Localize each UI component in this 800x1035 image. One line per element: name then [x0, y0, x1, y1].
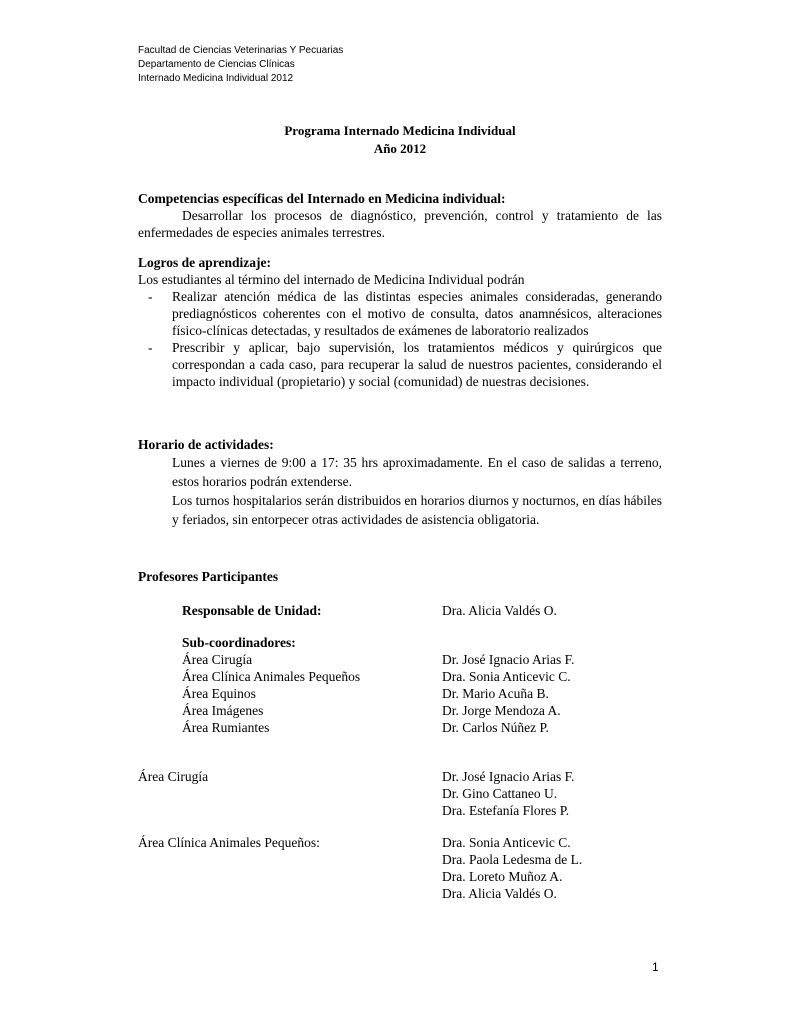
profesores-heading: Profesores Participantes	[138, 569, 279, 584]
professor-name: Dra. Alicia Valdés O.	[442, 886, 557, 901]
subcoord-name: Dr. Carlos Núñez P.	[442, 720, 549, 735]
subcoord-area: Área Cirugía	[182, 652, 253, 667]
professor-name: Dr. Gino Cattaneo U.	[442, 786, 558, 801]
section-logros	[138, 254, 662, 390]
subcoord-name: Dr. José Ignacio Arias F.	[442, 652, 575, 667]
list-item-text: Prescribir y aplicar, bajo supervisión, los tratamientos médicos y quirúrgicos que correspondan a cada caso, para recuperar la salud de nuestros pacientes, considerando el impacto individual (propietario) y social (comunidad) de nuestras decisiones.	[172, 340, 662, 389]
subcoord-name: Dra. Sonia Anticevic C.	[442, 669, 571, 684]
document-header	[138, 44, 343, 86]
title-line-2: Año 2012	[373, 141, 427, 156]
subcoord-heading: Sub-coordinadores:	[182, 635, 296, 650]
professor-name: Dra. Paola Ledesma de L.	[442, 852, 583, 867]
competencias-text: Desarrollar los procesos de diagnóstico, prevención, control y tratamiento de las enfermedades de especies animales terrestres.	[138, 208, 662, 240]
horario-heading: Horario de actividades:	[138, 437, 274, 452]
logros-heading: Logros de aprendizaje:	[138, 255, 271, 270]
section-horario	[138, 436, 662, 529]
section-competencias	[138, 190, 662, 241]
page-number: 1	[652, 960, 659, 974]
professor-name: Dra. Sonia Anticevic C.	[442, 835, 571, 850]
subcoord-name: Dr. Mario Acuña B.	[442, 686, 549, 701]
area-clinica-names	[442, 834, 582, 902]
professor-name: Dra. Loreto Muñoz A.	[442, 869, 563, 884]
horario-paragraph-1: Lunes a viernes de 9:00 a 17: 35 hrs aproximadamente. En el caso de salidas a terreno, estos horarios podrán extenderse.	[172, 455, 662, 489]
area-clinica-label: Área Clínica Animales Pequeños:	[138, 835, 320, 850]
logros-intro: Los estudiantes al término del internado de Medicina Individual podrán	[138, 272, 525, 287]
responsable-name: Dra. Alicia Valdés O.	[442, 603, 557, 618]
title-line-1: Programa Internado Medicina Individual	[284, 123, 516, 138]
responsable-label: Responsable de Unidad:	[182, 603, 322, 618]
header-department: Departamento de Ciencias Clínicas	[138, 59, 295, 70]
subcoord-area: Área Rumiantes	[182, 720, 270, 735]
header-faculty: Facultad de Ciencias Veterinarias Y Pecuarias	[138, 45, 344, 56]
list-item	[138, 288, 662, 339]
professor-name: Dr. José Ignacio Arias F.	[442, 769, 575, 784]
subcoord-area: Área Equinos	[182, 686, 256, 701]
list-item	[138, 339, 662, 390]
list-item-text: Realizar atención médica de las distintas especies animales consideradas, generando prediagnósticos coherentes con el motivo de consulta, datos anamnésicos, alteraciones físico-clínicas detectadas, y resultados de exámenes de laboratorio realizados	[172, 289, 662, 338]
dash-bullet: -	[148, 340, 153, 355]
document-title	[0, 122, 800, 158]
header-program: Internado Medicina Individual 2012	[138, 73, 294, 84]
area-cirugia-names	[442, 768, 574, 819]
professor-name: Dra. Estefanía Flores P.	[442, 803, 570, 818]
subcoord-area: Área Imágenes	[182, 703, 264, 718]
competencias-heading: Competencias específicas del Internado en Medicina individual:	[138, 191, 506, 206]
subcoord-area: Área Clínica Animales Pequeños	[182, 669, 361, 684]
area-cirugia-label: Área Cirugía	[138, 769, 209, 784]
logros-list	[138, 288, 662, 390]
horario-paragraph-2: Los turnos hospitalarios serán distribuidos en horarios diurnos y nocturnos, en días hábiles y feriados, sin entorpecer otras actividades de asistencia obligatoria.	[172, 493, 662, 527]
dash-bullet: -	[148, 289, 153, 304]
subcoord-name: Dr. Jorge Mendoza A.	[442, 703, 561, 718]
